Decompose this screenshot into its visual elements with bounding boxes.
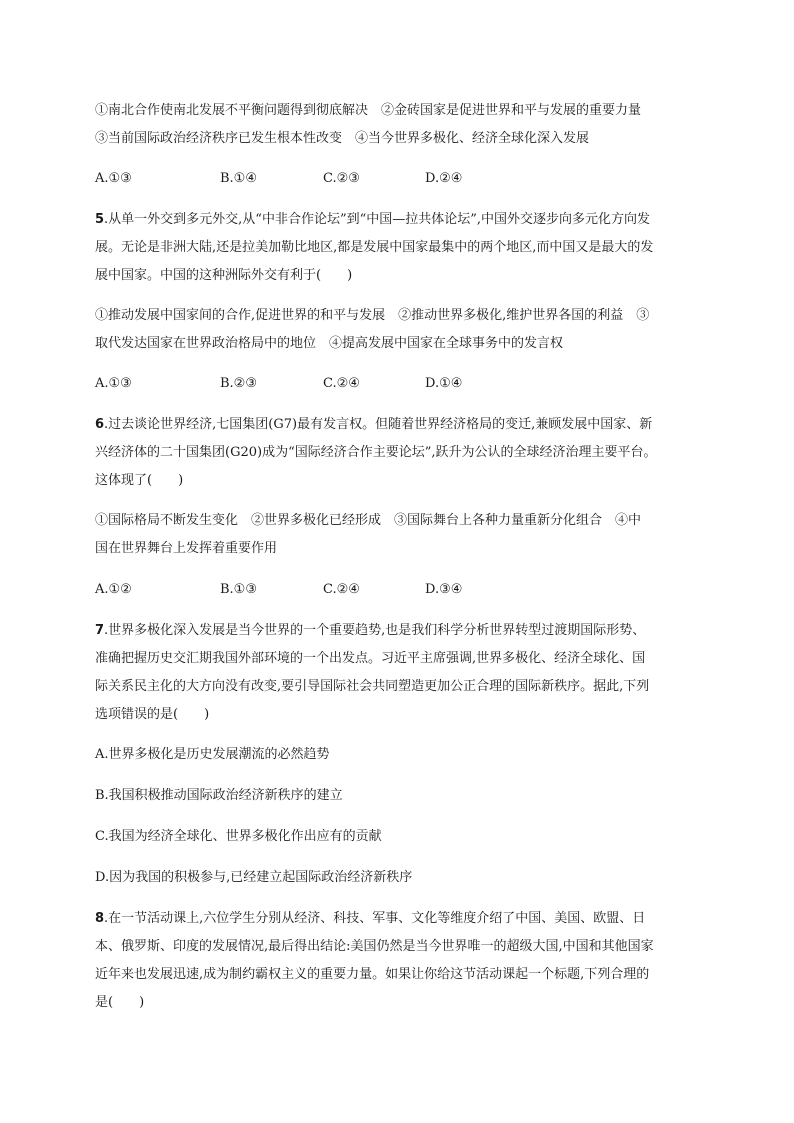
q7-option-a[interactable]: A.世界多极化是历史发展潮流的必然趋势 [95,747,330,762]
q4-option-b[interactable]: B.①④ [220,171,257,186]
q6-option-c[interactable]: C.②④ [323,582,360,597]
q7-option-c[interactable]: C.我国为经济全球化、世界多极化作出应有的贡献 [95,829,382,844]
q8-stem-line-2: 本、俄罗斯、印度的发展情况,最后得出结论:美国仍然是当今世界唯一的超级大国,中国和其他国家 [95,939,654,954]
q7-stem-line-3: 际关系民主化的大方向没有改变,要引导国际社会共同塑造更加公正合理的国际新秩序。据此,下列 [95,679,650,694]
q5-stem-line-2: 展。无论是非洲大陆,还是拉美加勒比地区,都是发展中国家最集中的两个地区,而中国又是最大的发 [95,240,654,255]
q8-stem-line-4: 是( ) [95,995,145,1010]
q5-stem-line-3: 展中国家。中国的这种洲际外交有利于( ) [95,268,353,283]
q7-stem-text-1: .世界多极化深入发展是当今世界的一个重要趋势,也是我们科学分析世界转型过渡期国际形势、 [104,623,646,638]
q6-stem-line-3: 这体现了( ) [95,473,184,488]
q7-stem-line-4: 选项错误的是( ) [95,707,210,722]
q6-stem-line-1 [95,417,705,433]
q5-option-a[interactable]: A.①③ [95,376,132,391]
q6-stem-text-1: .过去谈论世界经济,七国集团(G7)最有发言权。但随着世界经济格局的变迁,兼顾发展中国家、新 [104,417,653,432]
q5-option-d[interactable]: D.①④ [425,376,463,391]
q6-option-d[interactable]: D.③④ [425,582,463,597]
q4-option-d[interactable]: D.②④ [425,171,463,186]
q7-stem-line-1 [95,623,705,639]
q6-statement-1: ①国际格局不断发生变化 ②世界多极化已经形成 ③国际舞台上各种力量重新分化组合 ④中 [95,513,642,528]
q7-number: 7 [95,623,105,638]
q6-number: 6 [95,417,105,432]
q4-option-c[interactable]: C.②③ [323,171,360,186]
q8-stem-text-1: .在一节活动课上,六位学生分别从经济、科技、军事、文化等维度介绍了中国、美国、欧盟、日 [104,911,646,926]
q8-number: 8 [95,911,105,926]
q5-stem-text-1: .从单一外交到多元外交,从“中非合作论坛”到“中国—拉共体论坛”,中国外交逐步向多元化方向发 [104,212,651,227]
q4-option-a[interactable]: A.①③ [95,171,132,186]
q6-option-b[interactable]: B.①③ [220,582,257,597]
q5-stem-line-1 [95,212,705,228]
q6-option-a[interactable]: A.①② [95,582,132,597]
q5-statement-2: 取代发达国家在世界政治格局中的地位 ④提高发展中国家在全球事务中的发言权 [95,336,564,351]
q4-statement-2: ③当前国际政治经济秩序已发生根本性改变 ④当今世界多极化、经济全球化深入发展 [95,131,590,146]
q5-statement-1: ①推动发展中国家间的合作,促进世界的和平与发展 ②推动世界多极化,维护世界各国的利益 ③ [95,308,650,323]
q7-option-d[interactable]: D.因为我国的积极参与,已经建立起国际政治经济新秩序 [95,870,413,885]
q5-number: 5 [95,212,105,227]
q6-stem-line-2: 兴经济体的二十国集团(G20)成为“国际经济合作主要论坛”,跃升为公认的全球经济治理主要平台。 [95,445,657,460]
q4-statement-1: ①南北合作使南北发展不平衡问题得到彻底解决 ②金砖国家是促进世界和平与发展的重要力量 [95,103,642,118]
q6-statement-2: 国在世界舞台上发挥着重要作用 [95,541,278,556]
q8-stem-line-3: 近年来也发展迅速,成为制约霸权主义的重要力量。如果让你给这节活动课起一个标题,下列合理的 [95,967,650,982]
q5-option-b[interactable]: B.②③ [220,376,257,391]
q7-stem-line-2: 准确把握历史交汇期我国外部环境的一个出发点。习近平主席强调,世界多极化、经济全球化、国 [95,651,646,666]
q8-stem-line-1 [95,911,705,927]
q5-option-c[interactable]: C.②④ [323,376,360,391]
q7-option-b[interactable]: B.我国积极推动国际政治经济新秩序的建立 [95,788,343,803]
